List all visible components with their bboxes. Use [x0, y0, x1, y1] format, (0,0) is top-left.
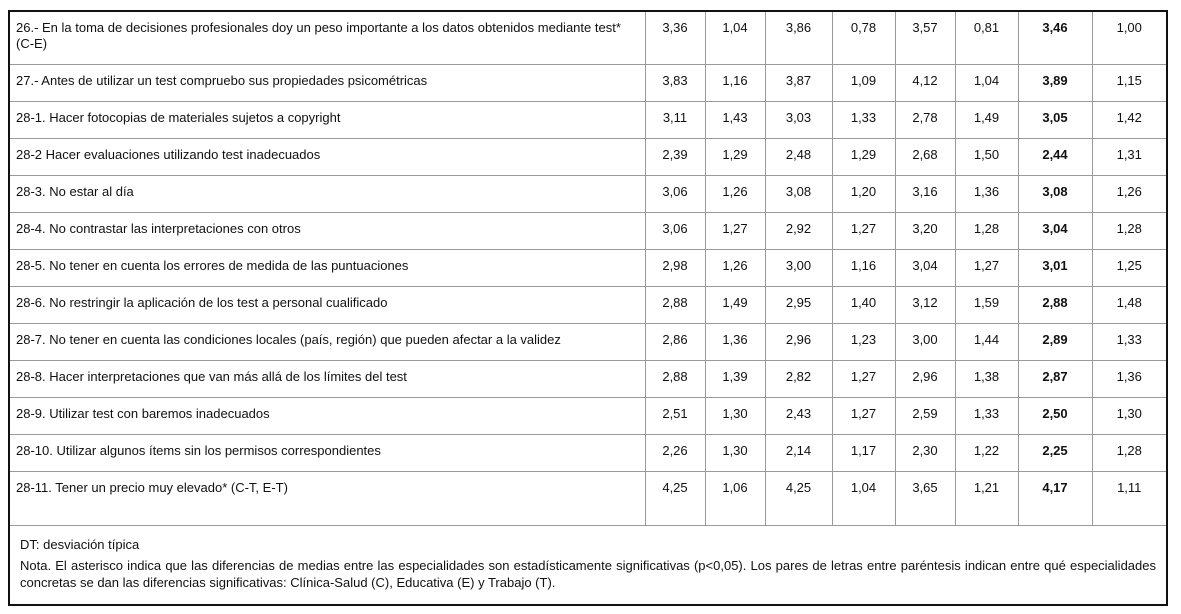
- value-cell: 1,26: [1092, 175, 1166, 212]
- item-label: 26.- En la toma de decisiones profesionales doy un peso importante a los datos obtenidos mediante test* (C-E): [10, 12, 645, 64]
- dt-note: DT: desviación típica: [20, 536, 140, 552]
- table-row: [10, 249, 1166, 286]
- value-cell: 1,50: [955, 138, 1018, 175]
- item-label: 28-8. Hacer interpretaciones que van más allá de los límites del test: [10, 360, 645, 397]
- value-cell: 3,36: [645, 12, 705, 64]
- value-cell: 1,29: [705, 138, 765, 175]
- value-cell: 1,33: [832, 101, 895, 138]
- value-cell: 0,81: [955, 12, 1018, 64]
- total-mean-cell: 3,04: [1018, 212, 1092, 249]
- value-cell: 1,36: [955, 175, 1018, 212]
- value-cell: 1,22: [955, 434, 1018, 471]
- table-footnote: [10, 526, 1166, 591]
- value-cell: 3,86: [765, 12, 832, 64]
- value-cell: 2,95: [765, 286, 832, 323]
- data-table: [10, 12, 1166, 526]
- item-label: 27.- Antes de utilizar un test compruebo sus propiedades psicométricas: [10, 64, 645, 101]
- value-cell: 1,27: [832, 212, 895, 249]
- value-cell: 2,30: [895, 434, 955, 471]
- total-mean-cell: 2,50: [1018, 397, 1092, 434]
- value-cell: 2,14: [765, 434, 832, 471]
- value-cell: 2,98: [645, 249, 705, 286]
- item-label: 28-10. Utilizar algunos ítems sin los permisos correspondientes: [10, 434, 645, 471]
- total-mean-cell: 2,88: [1018, 286, 1092, 323]
- value-cell: 1,17: [832, 434, 895, 471]
- table-row: [10, 360, 1166, 397]
- table-row: [10, 212, 1166, 249]
- significance-note: Nota. El asterisco indica que las diferencias de medias entre las especialidades son estadísticamente significativas (p<0,05). Los pares de letras entre paréntesis indican entre qué especialidades concretas se dan las diferencias significativas: Clínica-Salud (C), Educativa (E) y Trabajo (T).: [20, 557, 1156, 590]
- value-cell: 2,82: [765, 360, 832, 397]
- value-cell: 1,27: [955, 249, 1018, 286]
- value-cell: 1,40: [832, 286, 895, 323]
- value-cell: 1,25: [1092, 249, 1166, 286]
- value-cell: 1,20: [832, 175, 895, 212]
- value-cell: 3,12: [895, 286, 955, 323]
- value-cell: 1,27: [832, 360, 895, 397]
- value-cell: 1,23: [832, 323, 895, 360]
- value-cell: 2,86: [645, 323, 705, 360]
- total-mean-cell: 2,89: [1018, 323, 1092, 360]
- value-cell: 3,00: [765, 249, 832, 286]
- value-cell: 1,30: [1092, 397, 1166, 434]
- item-label: 28-3. No estar al día: [10, 175, 645, 212]
- value-cell: 3,04: [895, 249, 955, 286]
- value-cell: 3,11: [645, 101, 705, 138]
- value-cell: 2,39: [645, 138, 705, 175]
- value-cell: 2,96: [765, 323, 832, 360]
- value-cell: 2,43: [765, 397, 832, 434]
- value-cell: 1,30: [705, 434, 765, 471]
- value-cell: 1,48: [1092, 286, 1166, 323]
- value-cell: 1,38: [955, 360, 1018, 397]
- value-cell: 1,36: [705, 323, 765, 360]
- value-cell: 1,27: [832, 397, 895, 434]
- value-cell: 1,16: [705, 64, 765, 101]
- value-cell: 3,03: [765, 101, 832, 138]
- value-cell: 3,00: [895, 323, 955, 360]
- value-cell: 1,04: [955, 64, 1018, 101]
- value-cell: 1,39: [705, 360, 765, 397]
- value-cell: 3,16: [895, 175, 955, 212]
- value-cell: 1,36: [1092, 360, 1166, 397]
- total-mean-cell: 3,01: [1018, 249, 1092, 286]
- value-cell: 1,28: [1092, 212, 1166, 249]
- value-cell: 3,20: [895, 212, 955, 249]
- item-label: 28-1. Hacer fotocopias de materiales sujetos a copyright: [10, 101, 645, 138]
- value-cell: 1,00: [1092, 12, 1166, 64]
- table-row: [10, 286, 1166, 323]
- total-mean-cell: 3,08: [1018, 175, 1092, 212]
- table-row: [10, 175, 1166, 212]
- value-cell: 1,04: [705, 12, 765, 64]
- value-cell: 1,33: [955, 397, 1018, 434]
- value-cell: 1,29: [832, 138, 895, 175]
- value-cell: 1,28: [955, 212, 1018, 249]
- value-cell: 1,27: [705, 212, 765, 249]
- value-cell: 1,33: [1092, 323, 1166, 360]
- value-cell: 4,12: [895, 64, 955, 101]
- table-row: [10, 12, 1166, 64]
- table-row: [10, 471, 1166, 525]
- value-cell: 1,26: [705, 249, 765, 286]
- value-cell: 1,43: [705, 101, 765, 138]
- item-label: 28-7. No tener en cuenta las condiciones locales (país, región) que pueden afectar a la validez: [10, 323, 645, 360]
- value-cell: 1,11: [1092, 471, 1166, 525]
- total-mean-cell: 3,89: [1018, 64, 1092, 101]
- value-cell: 3,65: [895, 471, 955, 525]
- value-cell: 1,59: [955, 286, 1018, 323]
- table-row: [10, 434, 1166, 471]
- value-cell: 4,25: [645, 471, 705, 525]
- value-cell: 3,06: [645, 212, 705, 249]
- value-cell: 1,21: [955, 471, 1018, 525]
- table-row: [10, 138, 1166, 175]
- table-row: [10, 323, 1166, 360]
- total-mean-cell: 3,05: [1018, 101, 1092, 138]
- value-cell: 2,48: [765, 138, 832, 175]
- value-cell: 3,06: [645, 175, 705, 212]
- item-label: 28-5. No tener en cuenta los errores de medida de las puntuaciones: [10, 249, 645, 286]
- value-cell: 1,28: [1092, 434, 1166, 471]
- total-mean-cell: 2,44: [1018, 138, 1092, 175]
- table-row: [10, 64, 1166, 101]
- value-cell: 2,68: [895, 138, 955, 175]
- value-cell: 1,49: [705, 286, 765, 323]
- value-cell: 1,04: [832, 471, 895, 525]
- value-cell: 1,26: [705, 175, 765, 212]
- total-mean-cell: 4,17: [1018, 471, 1092, 525]
- value-cell: 1,49: [955, 101, 1018, 138]
- value-cell: 3,57: [895, 12, 955, 64]
- item-label: 28-11. Tener un precio muy elevado* (C-T, E-T): [10, 471, 645, 525]
- value-cell: 1,44: [955, 323, 1018, 360]
- value-cell: 2,78: [895, 101, 955, 138]
- item-label: 28-2 Hacer evaluaciones utilizando test inadecuados: [10, 138, 645, 175]
- value-cell: 1,30: [705, 397, 765, 434]
- value-cell: 2,92: [765, 212, 832, 249]
- value-cell: 1,16: [832, 249, 895, 286]
- value-cell: 4,25: [765, 471, 832, 525]
- value-cell: 3,87: [765, 64, 832, 101]
- value-cell: 2,59: [895, 397, 955, 434]
- value-cell: 2,88: [645, 360, 705, 397]
- table-row: [10, 397, 1166, 434]
- table-row: [10, 101, 1166, 138]
- value-cell: 1,15: [1092, 64, 1166, 101]
- value-cell: 2,96: [895, 360, 955, 397]
- results-table: [8, 10, 1168, 606]
- value-cell: 2,88: [645, 286, 705, 323]
- total-mean-cell: 3,46: [1018, 12, 1092, 64]
- value-cell: 1,42: [1092, 101, 1166, 138]
- item-label: 28-6. No restringir la aplicación de los test a personal cualificado: [10, 286, 645, 323]
- value-cell: 1,09: [832, 64, 895, 101]
- item-label: 28-9. Utilizar test con baremos inadecuados: [10, 397, 645, 434]
- value-cell: 3,08: [765, 175, 832, 212]
- value-cell: 1,31: [1092, 138, 1166, 175]
- total-mean-cell: 2,87: [1018, 360, 1092, 397]
- item-label: 28-4. No contrastar las interpretaciones con otros: [10, 212, 645, 249]
- total-mean-cell: 2,25: [1018, 434, 1092, 471]
- value-cell: 0,78: [832, 12, 895, 64]
- value-cell: 2,51: [645, 397, 705, 434]
- value-cell: 1,06: [705, 471, 765, 525]
- value-cell: 3,83: [645, 64, 705, 101]
- value-cell: 2,26: [645, 434, 705, 471]
